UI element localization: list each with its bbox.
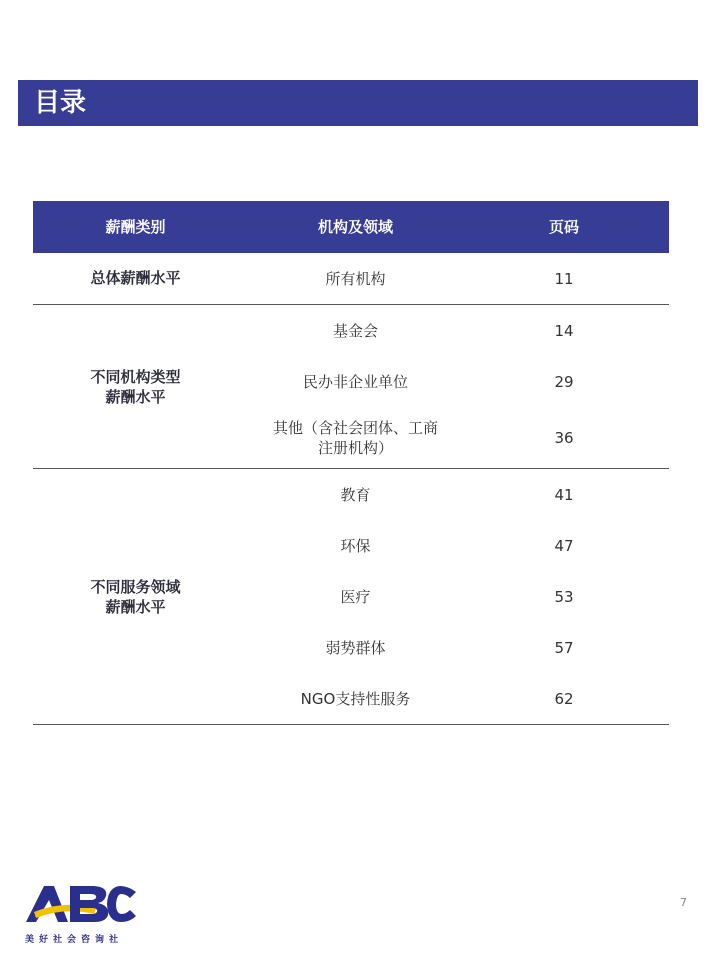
logo-letter-a: [26, 886, 68, 922]
row-page: 11: [554, 269, 574, 288]
logo-letter-b: [70, 886, 108, 922]
row-page: 53: [554, 587, 574, 606]
row-page: 36: [554, 428, 574, 447]
row-page: 62: [554, 689, 574, 708]
group-service-field: [33, 469, 669, 725]
group-label: 不同机构类型 薪酬水平: [90, 368, 181, 406]
row-item: 医疗: [340, 587, 371, 606]
table-row[interactable]: [33, 520, 669, 571]
row-page: 47: [554, 536, 574, 555]
row-item: 教育: [340, 485, 371, 504]
row-item: 民办非企业单位: [302, 372, 408, 391]
header-page: 页码: [548, 218, 579, 236]
table-row[interactable]: [33, 305, 669, 356]
row-item: 环保: [340, 536, 371, 555]
row-item: NGO支持性服务: [300, 689, 411, 708]
header-org-field: 机构及领域: [317, 218, 393, 236]
row-page: 29: [554, 372, 574, 391]
row-item: 所有机构: [325, 269, 386, 288]
title-bar: [18, 80, 698, 126]
table-row[interactable]: [33, 571, 669, 622]
row-page: 57: [554, 638, 574, 657]
group-overall: [33, 253, 669, 305]
table-row[interactable]: [33, 673, 669, 724]
page-number: 7: [680, 896, 687, 909]
group-label: 不同服务领域 薪酬水平: [90, 578, 181, 616]
row-page: 41: [554, 485, 574, 504]
row-item: 弱势群体: [325, 638, 386, 657]
logo-subtitle: 美好社会咨询社: [25, 935, 124, 945]
row-item: 基金会: [332, 321, 378, 340]
logo-letter-c: [107, 886, 136, 922]
table-row[interactable]: [33, 253, 669, 304]
table-row[interactable]: [33, 622, 669, 673]
row-page: 14: [554, 321, 574, 340]
row-item: 其他（含社会团体、工商 注册机构）: [272, 418, 438, 457]
table-row[interactable]: [33, 412, 669, 463]
group-label: 总体薪酬水平: [90, 269, 181, 287]
group-org-type: [33, 305, 669, 469]
table-row[interactable]: [33, 469, 669, 520]
header-category: 薪酬类别: [105, 218, 166, 236]
table-header: [33, 201, 669, 253]
toc-table: [33, 201, 669, 725]
page-title: 目录: [34, 88, 87, 118]
table-row[interactable]: [33, 356, 669, 407]
